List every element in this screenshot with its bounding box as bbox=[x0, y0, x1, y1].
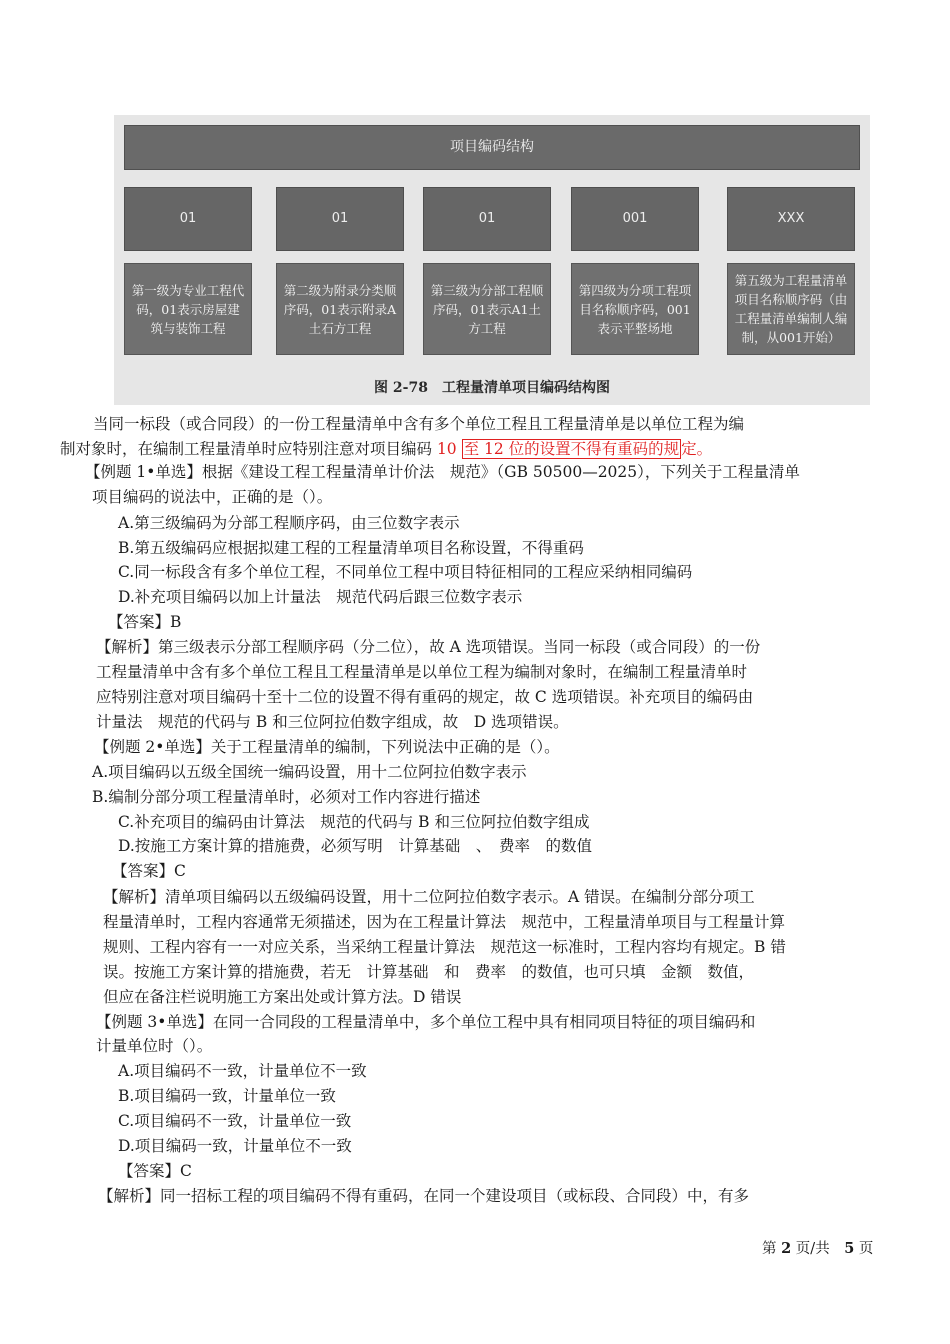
q2-explanation-line1: 【解析】清单项目编码以五级编码设置，用十二位阿拉伯数字表示。A 错误。在编制分部分项工 bbox=[103, 888, 755, 906]
level3-code: 01 bbox=[423, 187, 551, 251]
total-pages: 5 bbox=[844, 1240, 855, 1257]
q2-explanation-line4: 误。按施工方案计算的措施费，若无 计算基础 和 费率 的数值，也可只填 金额 数值， bbox=[103, 963, 755, 981]
q1-option-c: C.同一标段含有多个单位工程，不同单位工程中项目特征相同的工程应采纳相同编码 bbox=[118, 563, 693, 581]
q2-option-b: B.编制分部分项工程量清单时，必须对工作内容进行描述 bbox=[92, 788, 481, 806]
q1-stem-line1: 【例题 1•单选】根据《建设工程工程量清单计价法 规范》（GB 50500—2025），下列关于工程量清单 bbox=[85, 463, 800, 481]
q1-option-a: A.第三级编码为分部工程顺序码，由三位数字表示 bbox=[118, 514, 460, 532]
figure-title: 项目编码结构 bbox=[124, 125, 860, 170]
q3-stem-line1: 【例题 3•单选】在同一合同段的工程量清单中，多个单位工程中具有相同项目特征的项目编码和 bbox=[96, 1013, 756, 1031]
q3-option-d: D.项目编码一致，计量单位不一致 bbox=[118, 1137, 352, 1155]
q1-option-b: B.第五级编码应根据拟建工程的工程量清单项目名称设置，不得重码 bbox=[118, 539, 584, 557]
code-structure-figure bbox=[114, 115, 870, 405]
level3-description: 第三级为分部工程顺序码，01表示A1土方工程 bbox=[423, 263, 551, 355]
level4-code: 001 bbox=[571, 187, 699, 251]
level1-description: 第一级为专业工程代码，01表示房屋建筑与装饰工程 bbox=[124, 263, 252, 355]
q1-explanation-line2: 工程量清单中含有多个单位工程且工程量清单是以单位工程为编制对象时，在编制工程量清单时 bbox=[96, 663, 748, 681]
q1-explanation-line1: 【解析】第三级表示分部工程顺序码（分二位），故 A 选项错误。当同一标段（或合同段）的一份 bbox=[96, 638, 761, 656]
q3-stem-line2: 计量单位时（）。 bbox=[96, 1037, 213, 1055]
para1-line2: 制对象时，在编制工程量清单时应特别注意对项目编码 10 至 12 位的设置不得有重码的规 定。 bbox=[60, 440, 713, 458]
q3-explanation-line1: 【解析】同一招标工程的项目编码不得有重码，在同一个建设项目（或标段、合同段）中，有多 bbox=[98, 1187, 750, 1205]
level2-code: 01 bbox=[276, 187, 404, 251]
q2-answer: 【答案】C bbox=[112, 862, 186, 880]
q1-stem-line2: 项目编码的说法中，正确的是（）。 bbox=[92, 488, 333, 506]
para1-line1: 当同一标段（或合同段）的一份工程量清单中含有多个单位工程且工程量清单是以单位工程为编 bbox=[93, 415, 745, 433]
highlight-text: 10 bbox=[432, 440, 462, 458]
q2-option-c: C.补充项目的编码由计算法 规范的代码与 B 和三位阿拉伯数字组成 bbox=[118, 813, 590, 831]
level4-description: 第四级为分项工程项目名称顺序码，001表示平整场地 bbox=[571, 263, 699, 355]
q1-explanation-line3: 应特别注意对项目编码十至十二位的设置不得有重码的规定，故 C 选项错误。补充项目的编码由 bbox=[96, 688, 754, 706]
current-page: 2 bbox=[781, 1240, 792, 1257]
highlight-box: 至 12 位的设置不得有重码的规 bbox=[463, 440, 680, 458]
q2-option-a: A.项目编码以五级全国统一编码设置，用十二位阿拉伯数字表示 bbox=[92, 763, 527, 781]
q3-answer: 【答案】C bbox=[118, 1162, 192, 1180]
q2-explanation-line3: 规则、工程内容有一一对应关系，当采纳工程量计算法 规范这一标准时，工程内容均有规定。B 错 bbox=[103, 938, 786, 956]
q3-option-b: B.项目编码一致，计量单位一致 bbox=[118, 1087, 336, 1105]
level5-description: 第五级为工程量清单项目名称顺序码（由工程量清单编制人编制，从001开始） bbox=[727, 263, 855, 355]
q1-option-d: D.补充项目编码以加上计量法 规范代码后跟三位数字表示 bbox=[118, 588, 523, 606]
q3-option-a: A.项目编码不一致，计量单位不一致 bbox=[118, 1062, 367, 1080]
level2-description: 第二级为附录分类顺序码，01表示附录A土石方工程 bbox=[276, 263, 404, 355]
level5-code: XXX bbox=[727, 187, 855, 251]
level1-code: 01 bbox=[124, 187, 252, 251]
q2-explanation-line2: 程量清单时，工程内容通常无须描述，因为在工程量计算法 规范中，工程量清单项目与工程量计算 bbox=[103, 913, 786, 931]
q2-stem: 【例题 2•单选】关于工程量清单的编制，下列说法中正确的是（）。 bbox=[94, 738, 560, 756]
figure-caption: 图 2-78 工程量清单项目编码结构图 bbox=[374, 380, 610, 396]
q3-option-c: C.项目编码不一致，计量单位一致 bbox=[118, 1112, 352, 1130]
q2-option-d: D.按施工方案计算的措施费，必须写明 计算基础 、 费率 的数值 bbox=[118, 837, 593, 855]
q2-explanation-line5: 但应在备注栏说明施工方案出处或计算方法。D 错误 bbox=[103, 988, 462, 1006]
page-footer: 第 2 页/共 5 页 bbox=[762, 1240, 874, 1257]
q1-explanation-line4: 计量法 规范的代码与 B 和三位阿拉伯数字组成，故 D 选项错误。 bbox=[96, 713, 569, 731]
q1-answer: 【答案】B bbox=[108, 613, 182, 631]
